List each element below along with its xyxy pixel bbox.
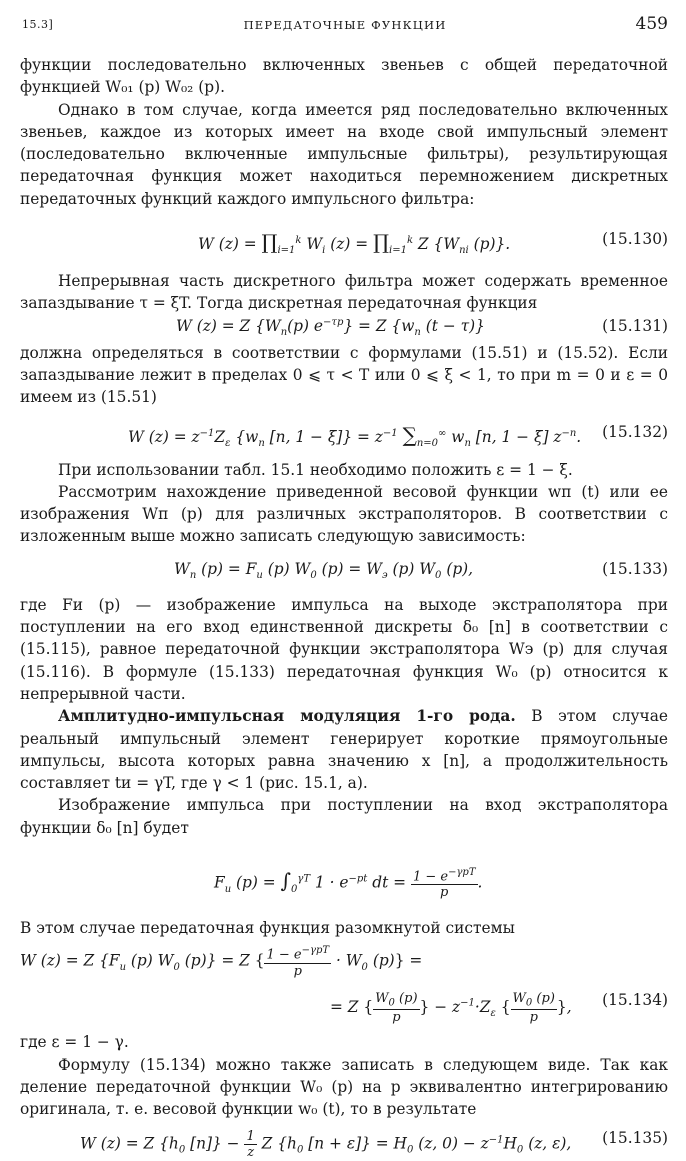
equation-impulse-integral [20, 839, 668, 917]
equation-number: (15.133) [602, 559, 668, 578]
equation-15-132 [20, 409, 668, 459]
paragraph-8-text: В этом случае реальный импульсный элемент генерирует короткие прямоугольные импульсы, высота которых равна значению x [n], а продолжительность составляет tи = γT, где γ < 1 (рис. 15.1, a). [20, 707, 668, 793]
run-in-heading: Амплитудно-импульсная модуляция 1-го рода. [58, 707, 516, 726]
paragraph-8 [20, 705, 668, 794]
paragraph-4: должна определяться в соответствии с формулами (15.51) и (15.52). Если запаздывание лежит в пределах 0 ⩽ τ < T или 0 ⩽ ξ < 1, то при m = 0 и ε = 0 имеем из (15.51) [20, 343, 668, 407]
equation-15-134-line-1: W (z) = Z {$F_и$ (p) $W_0$ (p)} = Z { $\frac{1 - e^{-\gamma pT}}{p}$ · $W_0$ (p)} = [20, 945, 423, 979]
equation-15-135-expression: W (z) = Z {$h_0$ [n]} − $\frac{1}{z}$ Z {$h_0$ $[n + \varepsilon]\} = H_0$ (z, $0) - z^{-1}H_0$ (z, ε), [80, 1128, 572, 1160]
running-header [22, 14, 668, 38]
equation-number: (15.130) [602, 230, 668, 249]
equation-15-130 [20, 210, 668, 270]
paragraph-12: Формулу (15.134) можно также записать в следующем виде. Так как деление передаточной функции W₀ (p) на p эквивалентно интегрированию оригинала, т. е. весовой функции w₀ (t), то в результате [20, 1055, 668, 1119]
paragraph-11: где ε = 1 − γ. [20, 1033, 129, 1052]
paragraph-2: Однако в том случае, когда имеется ряд последовательно включенных звеньев, каждое из которых имеет на входе свой импульсный элемент (последовательно включенные импульсные фильтры), результирующая передаточная функция может находиться перемножением дискретных передаточных функций каждого импульсного фильтра: [20, 100, 668, 208]
equation-number: (15.131) [602, 316, 668, 335]
equation-number: (15.132) [602, 422, 668, 441]
paragraph-10: В этом случае передаточная функция разомкнутой системы [20, 919, 515, 938]
page-number: 459 [635, 14, 668, 34]
equation-15-131-expression: W (z) = Z $\{W_п(p) e^{-\tau p}\} = Z$ {$w_п$ (t − τ)} [176, 316, 485, 338]
paragraph-9: Изображение импульса при поступлении на вход экстраполятора функции δ₀ [n] будет [20, 796, 668, 837]
equation-15-130-expression: W $(z) = \prod_{i=1}^k$ $W_i$ $(z) = \prod_{i=1}^k$ Z {$W_{пi}$ (p)}. [198, 230, 511, 257]
paragraph-1: функции последовательно включенных звеньев с общей передаточной функцией W₀₁ (p) W₀₂ (p). [20, 56, 668, 97]
page-body [20, 54, 668, 1161]
equation-15-132-expression: W $(z) = z^{-1}Z_\varepsilon$ {$w_п$ [n, $1 - \xi]\} = z^{-1}$ $\sum_{n=0}^\infty$ $w_п$ [n, 1 − ξ] $z^{-n}$. [128, 422, 582, 449]
paragraph-5: При использовании табл. 15.1 необходимо положить ε = 1 − ξ. [58, 460, 573, 479]
equation-15-133 [20, 548, 668, 594]
equation-15-135 [20, 1121, 668, 1161]
paragraph-6: Рассмотрим нахождение приведенной весовой функции wп (t) или ее изображения Wп (p) для различных экстраполяторов. В соответствии с изложенным выше можно записать следующую зависимость: [20, 482, 668, 546]
equation-15-134-line-2: = Z { $\frac{W_0 (p)}{p}$ } − $z^{-1}\cdot Z_\varepsilon$ { $\frac{W_0 (p)}{p}$ }, [330, 991, 572, 1025]
equation-15-133-expression: $W_п$ $(p) = F_и$ (p) $W_0$ $(p) = W_э$ (p) $W_0$ (p), [174, 559, 474, 581]
paragraph-7: где Fи (p) — изображение импульса на выходе экстраполятора при поступлении на его вход единственной дискреты δ₀ [n] в соответствии с (15.115), равное передаточной функции экстраполятора Wэ (p) для случая (15.116). В формуле (15.133) передаточная функция W₀ (p) относится к непрерывной части. [20, 595, 668, 703]
equation-15-131 [20, 315, 668, 342]
equation-impulse-integral-expression: $F_и$ $(p) = \int_0^{\gamma T}$ $1 \cdot e^{-pt}$ dt = $\frac{1 - e^{-\gamma pT}}{p}$ . [214, 867, 483, 901]
equation-number: (15.134) [602, 991, 668, 1010]
equation-15-134 [20, 939, 668, 1031]
paragraph-3: Непрерывная часть дискретного фильтра может содержать временное запаздывание τ = ξT. Тогда дискретная передаточная функция [20, 272, 668, 313]
section-number: 15.3] [22, 18, 54, 31]
running-title: ПЕРЕДАТОЧНЫЕ ФУНКЦИИ [243, 18, 447, 32]
equation-number: (15.135) [602, 1128, 668, 1147]
